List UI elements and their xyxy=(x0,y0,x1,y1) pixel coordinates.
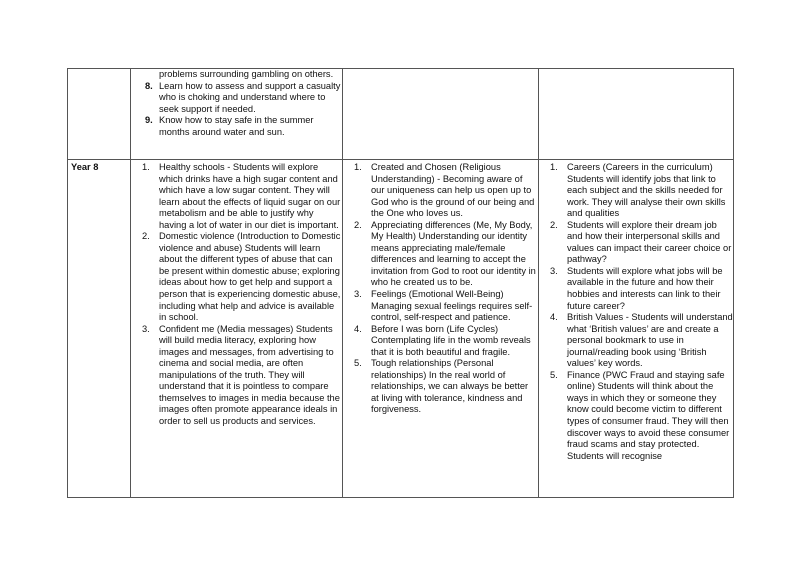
item-number: 9. xyxy=(145,115,153,126)
list-item xyxy=(539,162,733,220)
list-item xyxy=(539,312,733,370)
item-number: 4. xyxy=(354,323,362,334)
item-text: Before I was born (Life Cycles) Contemplating life in the womb reveals that it is both beautiful and fragile. xyxy=(371,323,531,357)
item-text: British Values - Students will understand what ‘British values’ are and create a personal bookmark to use in journal/reading book using ‘British values’ key words. xyxy=(567,312,733,369)
item-text: Feelings (Emotional Well-Being) Managing sexual feelings requires self-control, self-respect and patience. xyxy=(371,289,533,323)
item-number: 5. xyxy=(354,358,362,369)
item-number: 2. xyxy=(550,219,558,230)
item-text: Created and Chosen (Religious Understanding) - Becoming aware of our uniqueness can help us open up to God who is the ground of our being and the One who loves us. xyxy=(371,162,535,219)
list-item xyxy=(343,358,538,416)
term1-cell xyxy=(131,160,343,498)
item-text: Domestic violence (Introduction to Domestic violence and abuse) Students will learn about the different types of abuse that can be present within domestic abuse; exploring ideas about how to get help and support a person that is experiencing domestic abuse, including what help and advice is available in school. xyxy=(159,231,341,323)
item-text: Finance (PWC Fraud and staying safe online) Students will think about the ways in which they or someone they know could become victim to different types of consumer fraud. They will then discover ways to avoid these consumer fraud scams and stay protected. Students will recognise xyxy=(567,369,730,461)
item-number: 4. xyxy=(550,312,558,323)
table-row xyxy=(68,69,734,160)
item-number: 3. xyxy=(354,289,362,300)
term1-list xyxy=(131,81,342,139)
item-text: Appreciating differences (Me, My Body, My Health) Understanding our identity means appreciating male/female differences and learning to accept the invitation from God to root our identity in who he created us to be. xyxy=(371,219,536,288)
list-item xyxy=(343,220,538,289)
list-item xyxy=(343,162,538,220)
year-cell xyxy=(68,69,131,160)
term2-cell xyxy=(343,69,539,160)
item-number: 1. xyxy=(550,162,558,172)
list-item xyxy=(539,266,733,312)
item-number: 3. xyxy=(550,265,558,276)
item-text: Learn how to assess and support a casualty who is choking and understand where to seek support if needed. xyxy=(159,80,341,114)
curriculum-table xyxy=(67,68,734,498)
term2-cell xyxy=(343,160,539,498)
list-item xyxy=(131,115,342,138)
table-row xyxy=(68,160,734,498)
item-number: 3. xyxy=(142,323,150,334)
term1-cell xyxy=(131,69,343,160)
item-number: 8. xyxy=(145,80,153,91)
list-item xyxy=(539,370,733,462)
list-item xyxy=(131,324,342,428)
list-item xyxy=(343,324,538,359)
term3-cell xyxy=(539,69,734,160)
list-item xyxy=(131,162,342,231)
list-item xyxy=(539,220,733,266)
term3-list xyxy=(539,162,733,462)
list-item xyxy=(131,231,342,323)
item-text: Students will explore their dream job and how their interpersonal skills and values can impact their career choice or pathway? xyxy=(567,219,732,265)
item-text: Confident me (Media messages) Students will build media literacy, exploring how images and messages, from advertising to cinema and social media, are often manipulations of the truth. They will understand that it is pointless to compare themselves to images in media because the images often promote appearance ideals in order to sell us products and services. xyxy=(159,323,340,427)
term3-cell xyxy=(539,160,734,498)
item-text: Healthy schools - Students will explore which drinks have a high sugar content and which have a low sugar content. They will learn about the effects of liquid sugar on our metabolism and be able to justify why having a lot of water in our diet is important. xyxy=(159,162,341,230)
list-item xyxy=(131,81,342,116)
item-text: Know how to stay safe in the summer months around water and sun. xyxy=(159,115,314,137)
item-number: 5. xyxy=(550,369,558,380)
item-text: Students will explore what jobs will be available in the future and how their hobbies and interests can link to their future career? xyxy=(567,265,723,311)
item-text: Tough relationships (Personal relationships) In the real world of relationships, we can always be better at living with tolerance, kindness and forgiveness. xyxy=(371,358,529,415)
term1-list xyxy=(131,162,342,428)
item-number: 1. xyxy=(354,162,362,172)
continued-text: problems surrounding gambling on others. xyxy=(159,69,334,79)
item-text: Careers (Careers in the curriculum) Students will identify jobs that link to each subject and the skills needed for work. They will analyse their own skills and qualities xyxy=(567,162,726,219)
item-number: 2. xyxy=(142,231,150,242)
list-item xyxy=(343,289,538,324)
item-number: 2. xyxy=(354,219,362,230)
term2-list xyxy=(343,162,538,416)
item-number: 1. xyxy=(142,162,150,172)
year-cell: Year 8 xyxy=(68,160,131,498)
